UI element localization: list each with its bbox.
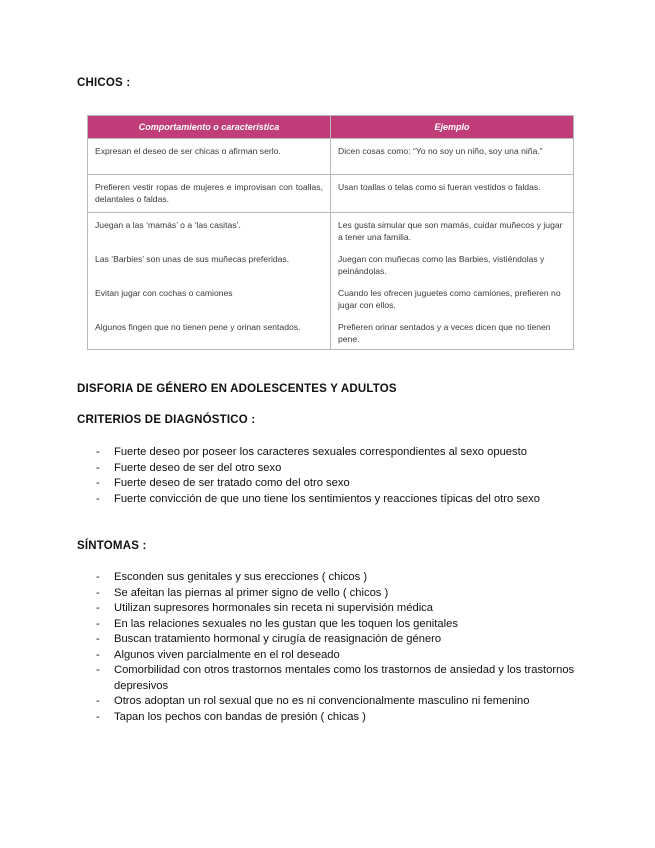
- section-title-chicos: CHICOS :: [77, 77, 131, 89]
- dash-bullet: -: [96, 586, 100, 599]
- list-item-text: Buscan tratamiento hormonal y cirugía de reasignación de género: [114, 633, 442, 645]
- table-header-behavior: Comportamiento o característica: [88, 116, 331, 139]
- list-item-text: Fuerte deseo de ser del otro sexo: [114, 461, 282, 474]
- list-item-text: Fuerte deseo por poseer los caracteres sexuales correspondientes al sexo opuesto: [114, 446, 527, 458]
- dash-bullet: -: [96, 571, 100, 583]
- table-cell-example: Dicen cosas como: “Yo no soy un niño, soy una niña.”: [331, 139, 574, 175]
- section-title-sintomas: SÍNTOMAS :: [77, 540, 147, 552]
- table-row: [88, 281, 574, 315]
- table-cell-example: Les gusta simular que son mamás, cuidar muñecos y jugar a tener una familia.: [331, 213, 574, 248]
- list-item-text: Fuerte deseo de ser tratado como del otro sexo: [114, 477, 350, 489]
- dash-bullet: -: [96, 710, 100, 723]
- table-cell-behavior: Evitan jugar con cochas o camiones: [88, 281, 331, 315]
- list-item: [96, 570, 576, 586]
- list-item: [96, 492, 576, 508]
- table-cell-example: Usan toallas o telas como si fueran vestidos o faldas.: [331, 175, 574, 213]
- list-item-text: Fuerte convicción de que uno tiene los sentimientos y reacciones típicas del otro sexo: [114, 492, 540, 505]
- behavior-examples-table: [87, 115, 574, 350]
- list-item: [96, 694, 576, 710]
- table-cell-behavior: Las ‘Barbies’ son unas de sus muñecas preferidas.: [88, 247, 331, 281]
- table-cell-example: Prefieren orinar sentados y a veces dicen que no tienen pene.: [331, 315, 574, 350]
- table-row: [88, 315, 574, 350]
- sintomas-list: [96, 570, 576, 725]
- list-item: [96, 663, 576, 694]
- table-row: [88, 213, 574, 248]
- table-row: [88, 139, 574, 175]
- dash-bullet: -: [96, 477, 100, 489]
- table-header-row: [88, 116, 574, 139]
- list-item: [96, 648, 576, 664]
- dash-bullet: -: [96, 695, 100, 707]
- list-item-text: Algunos viven parcialmente en el rol deseado: [114, 648, 340, 661]
- table-row: [88, 175, 574, 213]
- list-item: [96, 617, 576, 633]
- section-title-disforia: DISFORIA DE GÉNERO EN ADOLESCENTES Y ADULTOS: [77, 383, 397, 395]
- list-item-text: Tapan los pechos con bandas de presión ( chicas ): [114, 710, 366, 723]
- list-item-text: Utilizan supresores hormonales sin receta ni supervisión médica: [114, 602, 433, 614]
- list-item-text: Comorbilidad con otros trastornos mentales como los trastornos de ansiedad y los trastornos depresivos: [114, 664, 575, 692]
- criterios-list: [96, 445, 576, 507]
- table-row: [88, 247, 574, 281]
- list-item-text: Se afeitan las piernas al primer signo de vello ( chicos ): [114, 586, 389, 599]
- list-item-text: Esconden sus genitales y sus erecciones ( chicos ): [114, 571, 368, 583]
- list-item: [96, 710, 576, 726]
- dash-bullet: -: [96, 602, 100, 614]
- table-header-example: Ejemplo: [331, 116, 574, 139]
- list-item: [96, 461, 576, 477]
- list-item-text: En las relaciones sexuales no les gustan que les toquen los genitales: [114, 617, 458, 630]
- list-item: [96, 601, 576, 617]
- list-item: [96, 445, 576, 461]
- table-cell-behavior: Algunos fingen que no tienen pene y orinan sentados.: [88, 315, 331, 350]
- dash-bullet: -: [96, 461, 100, 474]
- dash-bullet: -: [96, 648, 100, 661]
- list-item: [96, 476, 576, 492]
- dash-bullet: -: [96, 492, 100, 505]
- dash-bullet: -: [96, 664, 100, 676]
- list-item: [96, 632, 576, 648]
- list-item: [96, 586, 576, 602]
- table-cell-behavior: Expresan el deseo de ser chicas o afirman serlo.: [88, 139, 331, 175]
- dash-bullet: -: [96, 633, 100, 645]
- dash-bullet: -: [96, 617, 100, 630]
- section-title-criterios: CRITERIOS DE DIAGNÓSTICO :: [77, 414, 256, 426]
- table-cell-example: Juegan con muñecas como las Barbies, vistiéndolas y peinándolas.: [331, 247, 574, 281]
- table-cell-example: Cuando les ofrecen juguetes como camiones, prefieren no jugar con ellos.: [331, 281, 574, 315]
- dash-bullet: -: [96, 446, 100, 458]
- table-cell-behavior: Juegan a las ‘mamás’ o a ‘las casitas’.: [88, 213, 331, 248]
- table-cell-behavior: Prefieren vestir ropas de mujeres e improvisan con toallas, delantales o faldas.: [88, 175, 331, 213]
- list-item-text: Otros adoptan un rol sexual que no es ni convencionalmente masculino ni femenino: [114, 695, 530, 707]
